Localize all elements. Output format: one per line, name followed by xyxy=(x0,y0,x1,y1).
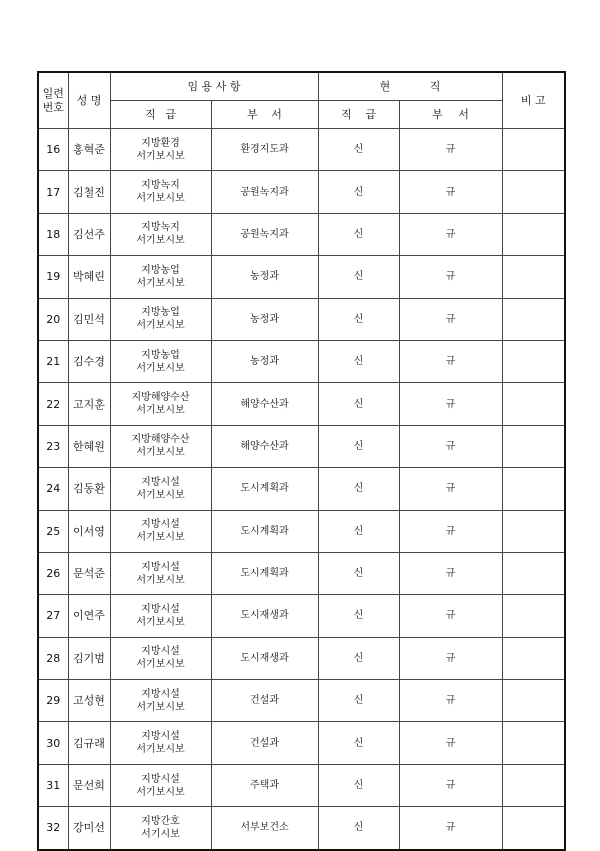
grade-line-2: 서기보시보 xyxy=(136,786,185,798)
current-grade-cell: 신 xyxy=(318,129,399,171)
name-cell: 김기범 xyxy=(68,637,110,679)
serial-number-header xyxy=(38,72,68,129)
current-position-header: 현 직 xyxy=(318,72,502,101)
current-dept-cell: 규 xyxy=(399,425,502,467)
grade-line-2: 서기보시보 xyxy=(136,616,185,628)
name-cell: 김선주 xyxy=(68,213,110,255)
grade-line-1: 지방시설 xyxy=(141,731,180,743)
current-dept-header: 부 서 xyxy=(399,101,502,129)
grade-line-2: 서기시보 xyxy=(141,828,180,840)
current-grade-header: 직 급 xyxy=(318,101,399,129)
current-dept-cell: 규 xyxy=(399,340,502,382)
table-row xyxy=(38,722,565,764)
current-dept-cell: 규 xyxy=(399,722,502,764)
name-cell: 박혜린 xyxy=(68,256,110,298)
current-grade-cell: 신 xyxy=(318,383,399,425)
grade-line-2: 서기보시보 xyxy=(136,150,185,162)
current-dept-cell: 규 xyxy=(399,807,502,850)
appointment-dept-cell: 도시계획과 xyxy=(211,510,318,552)
current-dept-cell: 규 xyxy=(399,213,502,255)
current-dept-cell: 규 xyxy=(399,637,502,679)
remarks-cell xyxy=(502,129,565,171)
appointment-grade-cell xyxy=(110,510,211,552)
appointment-grade-cell xyxy=(110,298,211,340)
serial-number-cell: 20 xyxy=(38,298,68,340)
current-grade-cell: 신 xyxy=(318,510,399,552)
grade-line-2: 서기보시보 xyxy=(136,489,185,501)
serial-number-cell: 24 xyxy=(38,468,68,510)
remarks-cell xyxy=(502,213,565,255)
serial-number-cell: 29 xyxy=(38,680,68,722)
appointment-grade-cell xyxy=(110,425,211,467)
appointment-dept-cell: 해양수산과 xyxy=(211,425,318,467)
grade-line-2: 서기보시보 xyxy=(136,405,185,417)
grade-line-1: 지방농업 xyxy=(141,349,180,361)
appointment-header: 임 용 사 항 xyxy=(110,72,318,101)
appointment-dept-cell: 건설과 xyxy=(211,722,318,764)
grade-line-2: 서기보시보 xyxy=(136,277,185,289)
table-row xyxy=(38,129,565,171)
grade-line-1: 지방시설 xyxy=(141,646,180,658)
appointment-grade-cell xyxy=(110,129,211,171)
table-row xyxy=(38,383,565,425)
table-row xyxy=(38,637,565,679)
grade-line-2: 서기보시보 xyxy=(136,532,185,544)
name-cell: 김민석 xyxy=(68,298,110,340)
current-grade-cell: 신 xyxy=(318,637,399,679)
table-row xyxy=(38,552,565,594)
name-cell: 강미선 xyxy=(68,807,110,850)
appointment-dept-cell: 농정과 xyxy=(211,298,318,340)
name-cell: 홍혁준 xyxy=(68,129,110,171)
table-row xyxy=(38,340,565,382)
appointment-grade-header: 직 급 xyxy=(110,101,211,129)
name-cell: 김규래 xyxy=(68,722,110,764)
current-grade-cell: 신 xyxy=(318,213,399,255)
current-dept-cell: 규 xyxy=(399,256,502,298)
serial-number-cell: 32 xyxy=(38,807,68,850)
remarks-cell xyxy=(502,383,565,425)
name-cell: 문선희 xyxy=(68,764,110,806)
current-dept-cell: 규 xyxy=(399,468,502,510)
serial-number-cell: 21 xyxy=(38,340,68,382)
appointment-grade-cell xyxy=(110,722,211,764)
appointment-grade-cell xyxy=(110,595,211,637)
appointment-grade-cell xyxy=(110,764,211,806)
grade-line-1: 지방시설 xyxy=(141,773,180,785)
grade-line-1: 지방시설 xyxy=(141,476,180,488)
current-dept-cell: 규 xyxy=(399,552,502,594)
table-row xyxy=(38,171,565,213)
appointment-grade-cell xyxy=(110,680,211,722)
serial-number-cell: 17 xyxy=(38,171,68,213)
current-grade-cell: 신 xyxy=(318,256,399,298)
grade-line-1: 지방시설 xyxy=(141,688,180,700)
current-grade-cell: 신 xyxy=(318,171,399,213)
grade-line-2: 서기보시보 xyxy=(136,193,185,205)
remarks-cell xyxy=(502,510,565,552)
grade-line-1: 지방간호 xyxy=(141,815,180,827)
current-grade-cell: 신 xyxy=(318,552,399,594)
serial-number-header-label: 일련 번호 xyxy=(42,86,64,114)
grade-line-1: 지방시설 xyxy=(141,561,180,573)
name-cell: 이연주 xyxy=(68,595,110,637)
current-dept-cell: 규 xyxy=(399,595,502,637)
remarks-cell xyxy=(502,637,565,679)
name-header: 성 명 xyxy=(68,72,110,129)
remarks-cell xyxy=(502,340,565,382)
serial-number-cell: 16 xyxy=(38,129,68,171)
table-row xyxy=(38,425,565,467)
current-dept-cell: 규 xyxy=(399,510,502,552)
name-cell: 김철진 xyxy=(68,171,110,213)
appointment-dept-cell: 공원녹지과 xyxy=(211,213,318,255)
name-cell: 고성현 xyxy=(68,680,110,722)
appointment-grade-cell xyxy=(110,171,211,213)
serial-number-cell: 28 xyxy=(38,637,68,679)
table-row xyxy=(38,764,565,806)
name-cell: 한혜원 xyxy=(68,425,110,467)
appointment-grade-cell xyxy=(110,468,211,510)
current-dept-cell: 규 xyxy=(399,680,502,722)
appointment-grade-cell xyxy=(110,637,211,679)
appointment-dept-cell: 환경지도과 xyxy=(211,129,318,171)
appointment-grade-cell xyxy=(110,383,211,425)
current-grade-cell: 신 xyxy=(318,468,399,510)
serial-number-cell: 30 xyxy=(38,722,68,764)
grade-line-2: 서기보시보 xyxy=(136,574,185,586)
serial-number-cell: 27 xyxy=(38,595,68,637)
appointment-grade-cell xyxy=(110,807,211,850)
remarks-cell xyxy=(502,764,565,806)
serial-number-cell: 25 xyxy=(38,510,68,552)
current-dept-cell: 규 xyxy=(399,171,502,213)
serial-number-cell: 19 xyxy=(38,256,68,298)
roster-body xyxy=(38,129,565,850)
grade-line-1: 지방농업 xyxy=(141,264,180,276)
table-row xyxy=(38,680,565,722)
name-cell: 이서영 xyxy=(68,510,110,552)
grade-line-2: 서기보시보 xyxy=(136,320,185,332)
serial-number-cell: 23 xyxy=(38,425,68,467)
appointment-dept-cell: 도시재생과 xyxy=(211,595,318,637)
remarks-cell xyxy=(502,595,565,637)
grade-line-2: 서기보시보 xyxy=(136,235,185,247)
remarks-cell xyxy=(502,552,565,594)
appointment-dept-cell: 농정과 xyxy=(211,256,318,298)
remarks-header: 비 고 xyxy=(502,72,565,129)
current-grade-cell: 신 xyxy=(318,340,399,382)
current-dept-cell: 규 xyxy=(399,298,502,340)
table-row xyxy=(38,298,565,340)
appointment-dept-cell: 도시재생과 xyxy=(211,637,318,679)
current-grade-cell: 신 xyxy=(318,595,399,637)
grade-line-1: 지방녹지 xyxy=(141,222,180,234)
name-cell: 문석준 xyxy=(68,552,110,594)
table-row xyxy=(38,510,565,552)
grade-line-1: 지방녹지 xyxy=(141,180,180,192)
remarks-cell xyxy=(502,468,565,510)
grade-line-1: 지방시설 xyxy=(141,519,180,531)
table-row xyxy=(38,213,565,255)
appointment-dept-header: 부 서 xyxy=(211,101,318,129)
appointment-dept-cell: 도시계획과 xyxy=(211,552,318,594)
remarks-cell xyxy=(502,256,565,298)
remarks-cell xyxy=(502,171,565,213)
appointment-grade-cell xyxy=(110,340,211,382)
remarks-cell xyxy=(502,807,565,850)
current-grade-cell: 신 xyxy=(318,807,399,850)
appointment-dept-cell: 건설과 xyxy=(211,680,318,722)
appointment-dept-cell: 해양수산과 xyxy=(211,383,318,425)
remarks-cell xyxy=(502,298,565,340)
serial-number-cell: 18 xyxy=(38,213,68,255)
grade-line-1: 지방환경 xyxy=(141,137,180,149)
remarks-cell xyxy=(502,722,565,764)
grade-line-2: 서기보시보 xyxy=(136,447,185,459)
current-grade-cell: 신 xyxy=(318,680,399,722)
grade-line-1: 지방농업 xyxy=(141,307,180,319)
serial-number-cell: 22 xyxy=(38,383,68,425)
appointment-grade-cell xyxy=(110,552,211,594)
appointment-dept-cell: 공원녹지과 xyxy=(211,171,318,213)
grade-line-2: 서기보시보 xyxy=(136,659,185,671)
table-row xyxy=(38,256,565,298)
appointment-dept-cell: 도시계획과 xyxy=(211,468,318,510)
grade-line-1: 지방해양수산 xyxy=(131,434,190,446)
table-row xyxy=(38,807,565,850)
grade-line-2: 서기보시보 xyxy=(136,744,185,756)
remarks-cell xyxy=(502,680,565,722)
current-grade-cell: 신 xyxy=(318,425,399,467)
name-cell: 김동환 xyxy=(68,468,110,510)
current-dept-cell: 규 xyxy=(399,383,502,425)
grade-line-1: 지방해양수산 xyxy=(131,392,190,404)
table-row xyxy=(38,595,565,637)
grade-line-2: 서기보시보 xyxy=(136,362,185,374)
name-cell: 김수경 xyxy=(68,340,110,382)
remarks-cell xyxy=(502,425,565,467)
serial-number-cell: 26 xyxy=(38,552,68,594)
appointment-dept-cell: 서부보건소 xyxy=(211,807,318,850)
current-dept-cell: 규 xyxy=(399,129,502,171)
table-row xyxy=(38,468,565,510)
grade-line-2: 서기보시보 xyxy=(136,701,185,713)
appointment-dept-cell: 주택과 xyxy=(211,764,318,806)
current-grade-cell: 신 xyxy=(318,764,399,806)
appointment-grade-cell xyxy=(110,256,211,298)
appointment-table xyxy=(37,71,566,851)
serial-number-cell: 31 xyxy=(38,764,68,806)
current-dept-cell: 규 xyxy=(399,764,502,806)
appointment-grade-cell xyxy=(110,213,211,255)
current-grade-cell: 신 xyxy=(318,722,399,764)
appointment-dept-cell: 농정과 xyxy=(211,340,318,382)
current-grade-cell: 신 xyxy=(318,298,399,340)
grade-line-1: 지방시설 xyxy=(141,603,180,615)
name-cell: 고지훈 xyxy=(68,383,110,425)
